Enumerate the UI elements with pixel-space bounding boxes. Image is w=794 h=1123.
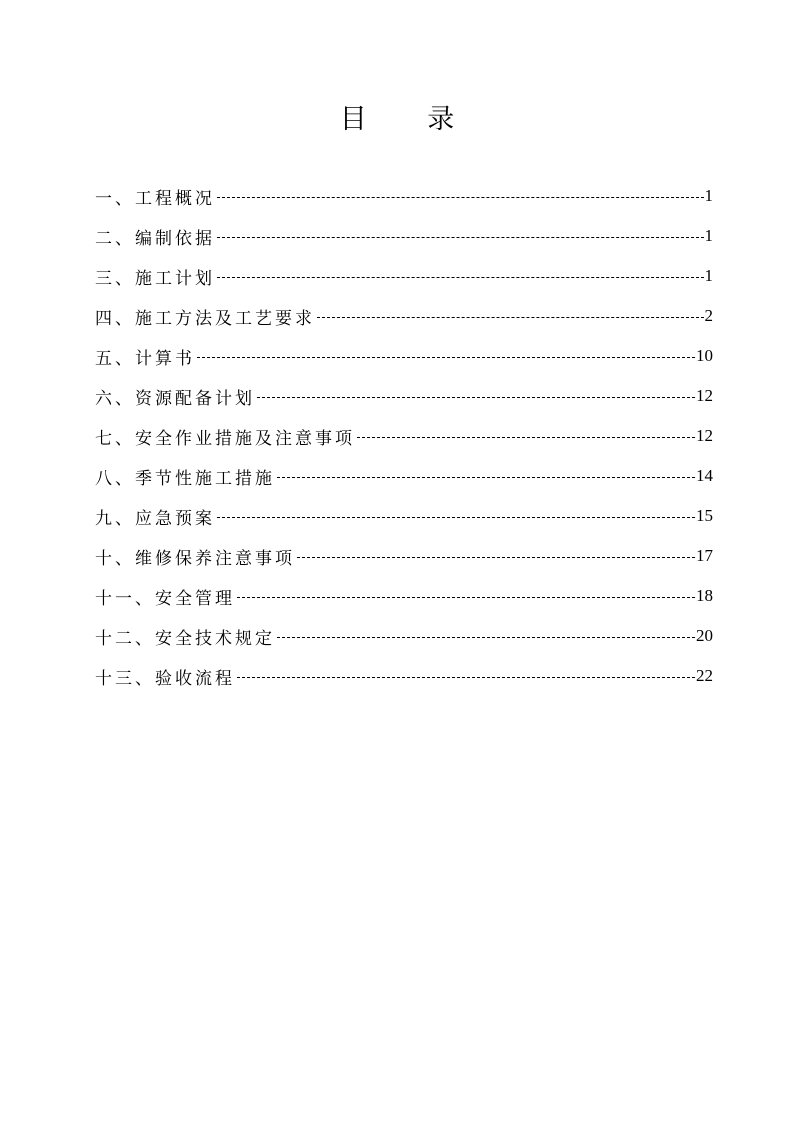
toc-entry-page: 14 [696, 466, 713, 485]
toc-entry-page: 1 [704, 226, 713, 245]
toc-entry-label: 四、施工方法及工艺要求 [95, 308, 315, 329]
toc-leader-line [217, 517, 695, 518]
table-of-contents [95, 176, 713, 696]
toc-entry-page: 12 [696, 426, 713, 445]
toc-entry-page: 17 [696, 546, 713, 565]
toc-entry [95, 216, 713, 256]
toc-entry-label: 七、安全作业措施及注意事项 [95, 428, 355, 449]
toc-leader-line [257, 397, 695, 398]
toc-entry-label: 六、资源配备计划 [95, 388, 255, 409]
toc-leader-line [277, 637, 695, 638]
toc-leader-line [237, 597, 695, 598]
toc-entry-label: 二、编制依据 [95, 228, 215, 249]
toc-entry-page: 15 [696, 506, 713, 525]
toc-entry [95, 416, 713, 456]
toc-entry-page: 1 [704, 186, 713, 205]
toc-entry-page: 20 [696, 626, 713, 645]
toc-entry-page: 2 [704, 306, 713, 325]
toc-entry [95, 616, 713, 656]
toc-entry [95, 456, 713, 496]
toc-entry-label: 十一、安全管理 [95, 588, 235, 609]
toc-entry [95, 296, 713, 336]
toc-leader-line [357, 437, 695, 438]
toc-leader-line [297, 557, 695, 558]
toc-entry-label: 一、工程概况 [95, 188, 215, 209]
toc-entry [95, 336, 713, 376]
toc-entry-page: 22 [696, 666, 713, 685]
toc-leader-line [197, 357, 695, 358]
toc-entry-label: 五、计算书 [95, 348, 195, 369]
toc-title: 目 录 [339, 104, 481, 135]
toc-leader-line [317, 317, 704, 318]
toc-entry [95, 496, 713, 536]
toc-entry [95, 656, 713, 696]
toc-entry-page: 12 [696, 386, 713, 405]
toc-entry [95, 576, 713, 616]
toc-entry-page: 1 [704, 266, 713, 285]
toc-entry-label: 十、维修保养注意事项 [95, 548, 295, 569]
toc-entry-page: 18 [696, 586, 713, 605]
toc-entry-label: 九、应急预案 [95, 508, 215, 529]
toc-entry [95, 256, 713, 296]
toc-entry-label: 十三、验收流程 [95, 668, 235, 689]
toc-entry-label: 八、季节性施工措施 [95, 468, 275, 489]
toc-leader-line [217, 197, 704, 198]
toc-leader-line [277, 477, 695, 478]
toc-entry [95, 536, 713, 576]
toc-leader-line [237, 677, 695, 678]
toc-entry-label: 十二、安全技术规定 [95, 628, 275, 649]
toc-leader-line [217, 237, 704, 238]
toc-entry [95, 176, 713, 216]
toc-entry-label: 三、施工计划 [95, 268, 215, 289]
toc-entry-page: 10 [696, 346, 713, 365]
toc-leader-line [217, 277, 704, 278]
toc-entry [95, 376, 713, 416]
